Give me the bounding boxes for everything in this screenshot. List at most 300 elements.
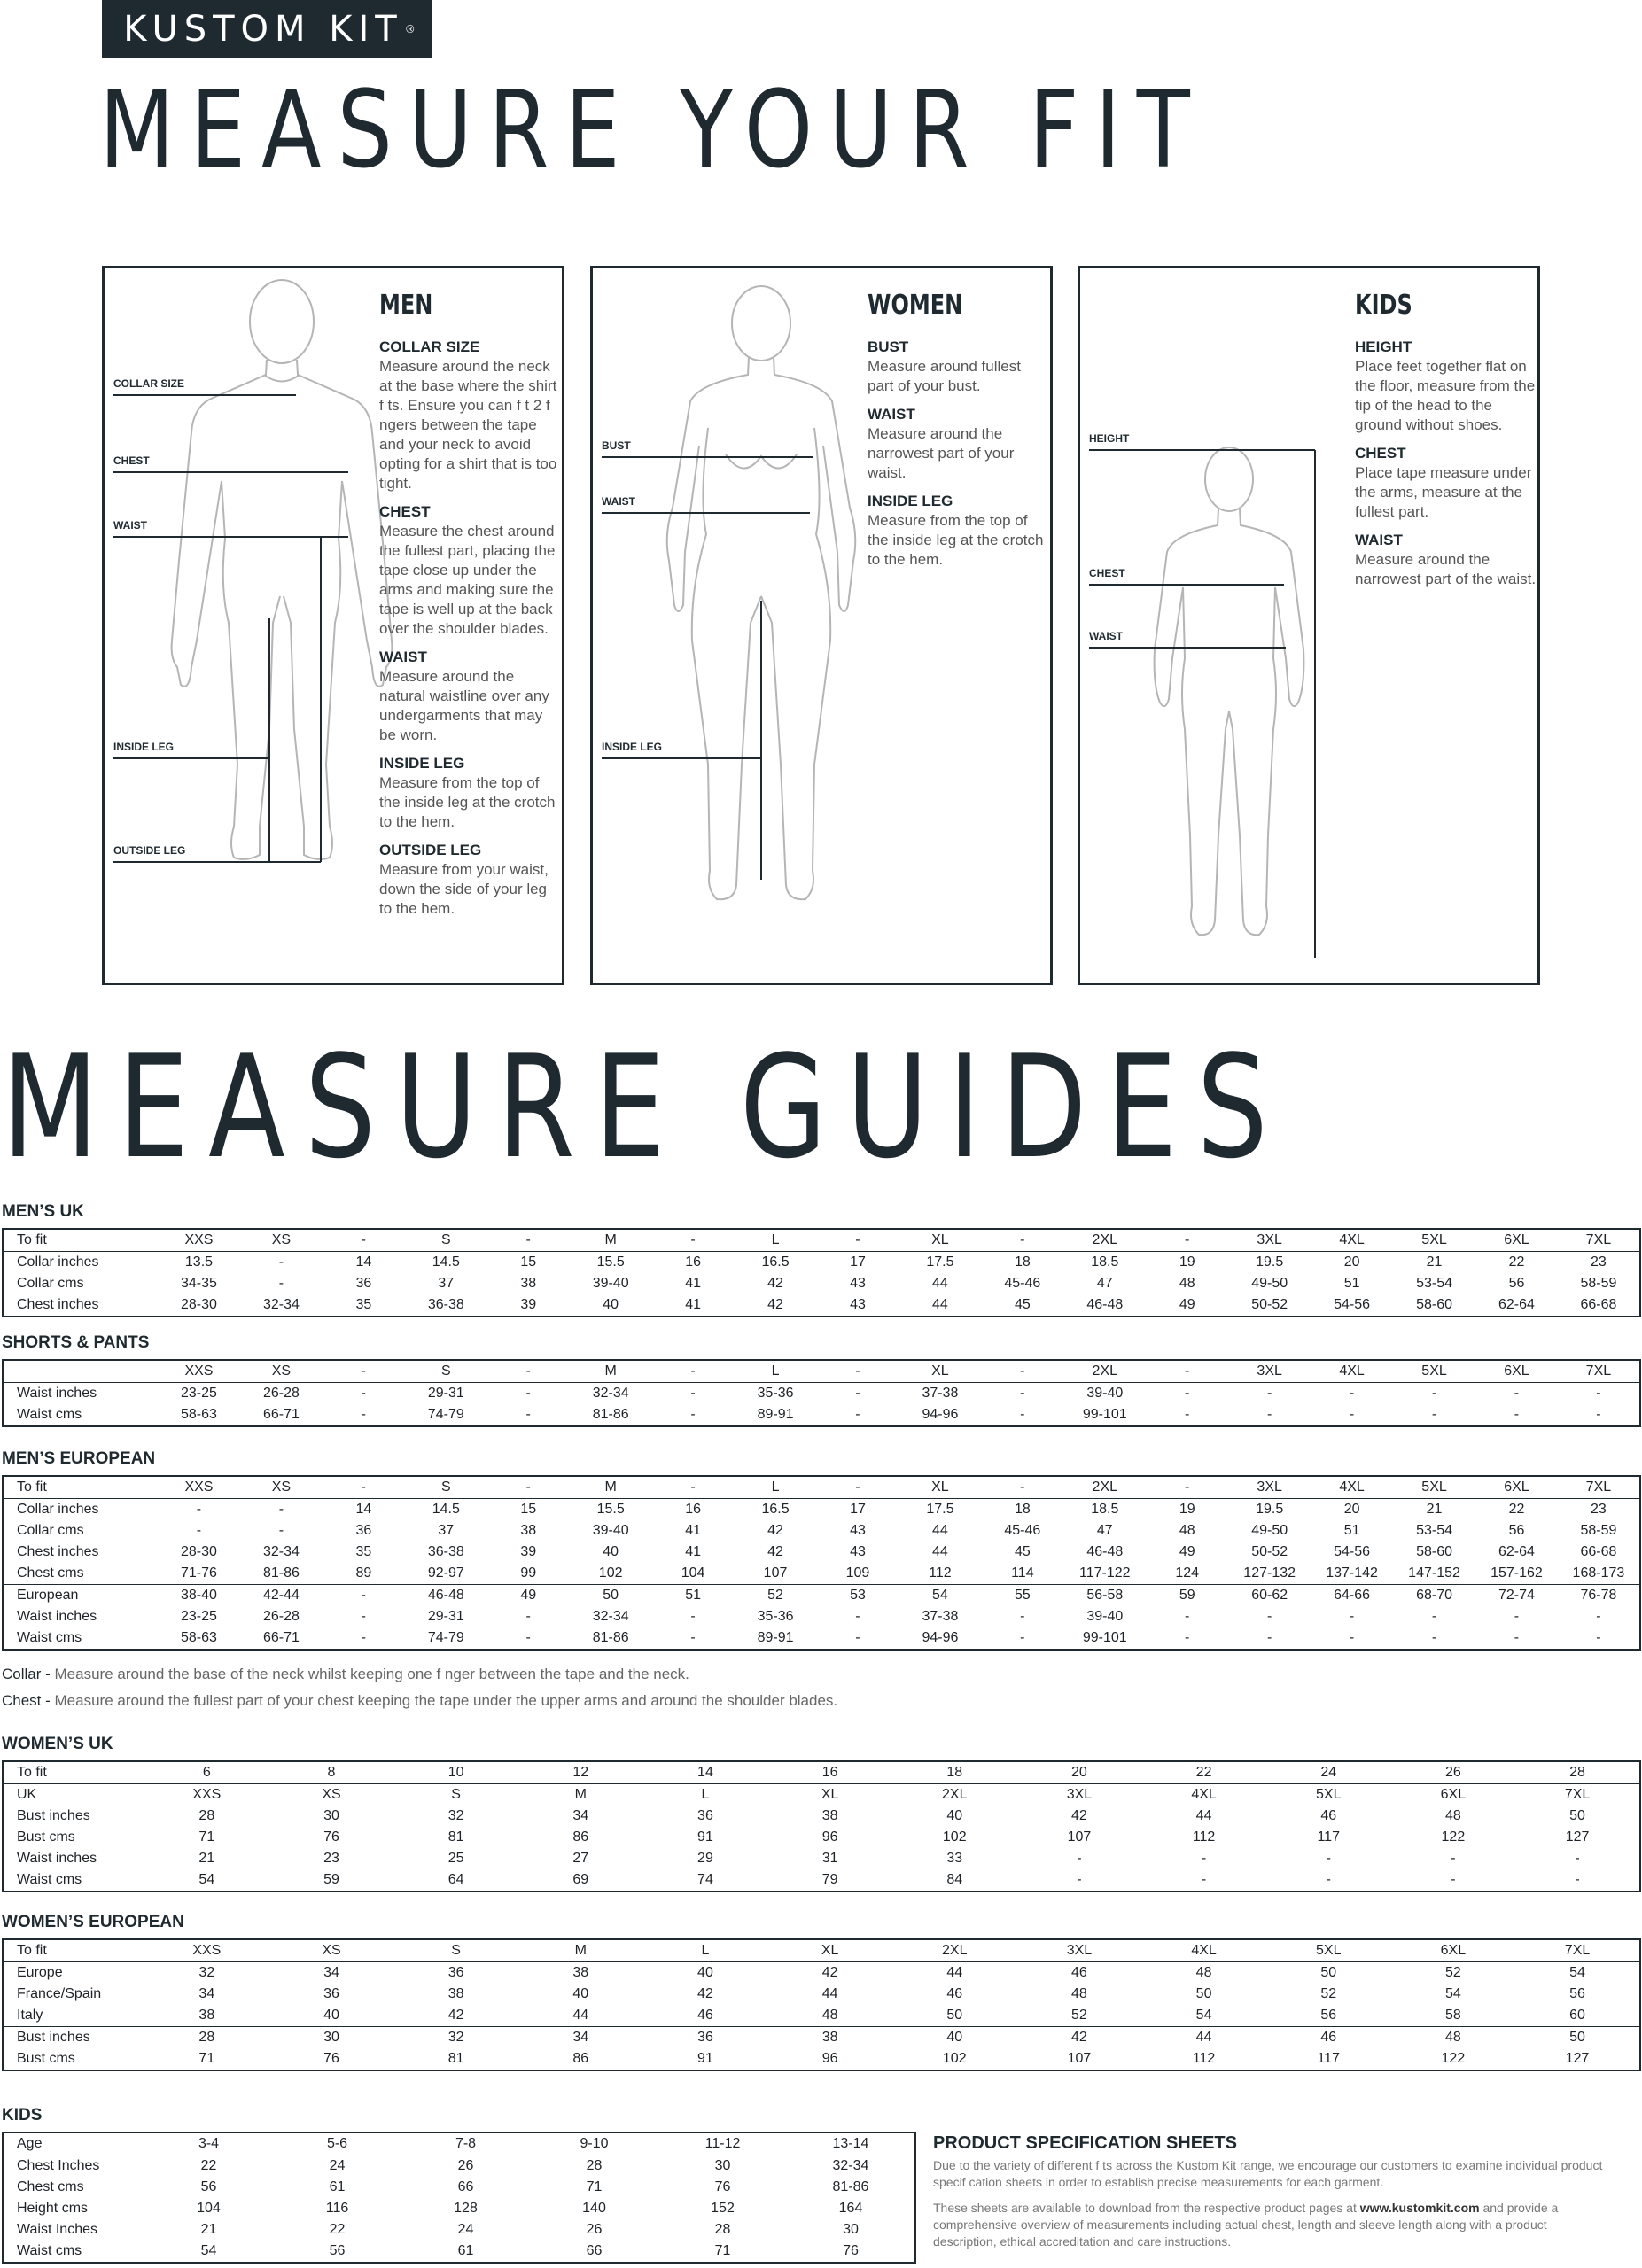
table-title: MEN’S UK bbox=[2, 1202, 84, 1221]
table-cell: 96 bbox=[821, 1829, 838, 1845]
row-label: Bust cms bbox=[17, 2051, 75, 2066]
table-cell: 7XL bbox=[1564, 1787, 1591, 1802]
table-cell: 76-78 bbox=[1580, 1588, 1617, 1603]
table-cell: 56 bbox=[1569, 1986, 1585, 2001]
table-cell: M bbox=[570, 1229, 652, 1252]
table-cell: 16.5 bbox=[761, 1502, 790, 1517]
table-cell: - bbox=[525, 1407, 531, 1422]
table-cell: 4XL bbox=[1311, 1360, 1393, 1383]
table-row bbox=[3, 1563, 1640, 1585]
table-cell: 19.5 bbox=[1256, 1254, 1284, 1270]
table-cell: 42 bbox=[767, 1544, 783, 1559]
table-cell: 28-30 bbox=[181, 1544, 217, 1559]
table-cell: 17 bbox=[850, 1254, 866, 1270]
table-cell: 52 bbox=[767, 1588, 783, 1603]
table-cell: 36 bbox=[447, 1965, 464, 1980]
table-cell: 5XL bbox=[1266, 1939, 1391, 1962]
table-cell: 55 bbox=[1014, 1588, 1031, 1603]
table-cell: 44 bbox=[932, 1276, 948, 1291]
table-cell: 44 bbox=[932, 1523, 948, 1538]
table-cell: 54 bbox=[1444, 1986, 1461, 2001]
table-cell: - bbox=[525, 1609, 531, 1624]
table-cell: 2XL bbox=[942, 1787, 968, 1802]
table-cell: 22 bbox=[1508, 1502, 1525, 1517]
table-cell: 35 bbox=[355, 1297, 372, 1312]
table-cell: S bbox=[405, 1360, 487, 1383]
table-cell: S bbox=[405, 1229, 487, 1252]
table-cell: 122 bbox=[1441, 2051, 1466, 2066]
table-cell: 45 bbox=[1014, 1297, 1031, 1312]
table-row bbox=[3, 1627, 1640, 1650]
table-cell: 38 bbox=[520, 1523, 537, 1538]
table-cell: 21 bbox=[1426, 1502, 1443, 1517]
table-cell: 37-38 bbox=[922, 1609, 959, 1624]
table-cell: 28-30 bbox=[181, 1297, 217, 1312]
table-cell: 38 bbox=[144, 2005, 269, 2027]
table-cell: - bbox=[1451, 1872, 1456, 1887]
table-cell: 26-28 bbox=[262, 1609, 300, 1624]
table-cell: 14 bbox=[355, 1254, 372, 1270]
table-cell: 114 bbox=[981, 1563, 1063, 1585]
table-cell: 30 bbox=[843, 2222, 859, 2237]
table-cell: - bbox=[1349, 1407, 1355, 1422]
table-cell: 44 bbox=[946, 1965, 963, 1980]
table-cell: 71-76 bbox=[158, 1563, 240, 1585]
table-cell: 41 bbox=[685, 1544, 701, 1559]
table-cell: - bbox=[323, 1476, 405, 1499]
table-cell: 32 bbox=[447, 2030, 464, 2045]
table-cell: 28 bbox=[198, 1808, 215, 1823]
row-label: To fit bbox=[3, 1476, 158, 1499]
table-cell: 89-91 bbox=[757, 1630, 794, 1645]
table-cell: 43 bbox=[850, 1297, 866, 1312]
table-cell: 19 bbox=[1179, 1502, 1195, 1517]
table-cell: 104 bbox=[197, 2201, 221, 2216]
women-panel bbox=[590, 266, 1053, 985]
table-cell: M bbox=[574, 1787, 587, 1802]
men-chest-text: Measure the chest around the fullest part, placing the tape close up under the arms and making sure the tape is well up at the back over the shoulder blades. bbox=[379, 523, 556, 637]
table-cell: 62-64 bbox=[1498, 1297, 1535, 1312]
table-cell: 71 bbox=[198, 1829, 215, 1845]
table-cell: 164 bbox=[838, 2201, 863, 2216]
table-cell: 15.5 bbox=[596, 1502, 625, 1517]
table-row bbox=[3, 1273, 1640, 1294]
table-cell: 3XL bbox=[1228, 1476, 1311, 1499]
table-cell: - bbox=[1451, 1851, 1456, 1866]
table-cell: 50 bbox=[1569, 1808, 1585, 1823]
table-cell: 137-142 bbox=[1311, 1563, 1393, 1585]
table-cell: 66-71 bbox=[262, 1407, 300, 1422]
table-cell: 71 bbox=[714, 2243, 731, 2258]
row-label: To fit bbox=[3, 1229, 158, 1252]
table-cell: 21 bbox=[1426, 1254, 1443, 1270]
table-cell: 48 bbox=[1179, 1523, 1195, 1538]
table-cell: 3XL bbox=[1228, 1360, 1311, 1383]
men-outside-leg-heading: OUTSIDE LEG bbox=[379, 842, 482, 858]
table-cell: 68-70 bbox=[1416, 1588, 1452, 1603]
table-cell: 51 bbox=[1343, 1276, 1360, 1291]
kustomkit-link[interactable]: www.kustomkit.com bbox=[1359, 2201, 1480, 2215]
kids-label-chest: CHEST bbox=[1089, 567, 1125, 579]
table-cell: 14.5 bbox=[432, 1254, 460, 1270]
table-cell: - bbox=[1020, 1386, 1025, 1401]
men-chest-heading: CHEST bbox=[379, 503, 431, 520]
men-label-inside-leg: INSIDE LEG bbox=[113, 741, 175, 753]
table-cell: 102 bbox=[570, 1563, 652, 1585]
row-label: Collar cms bbox=[17, 1523, 84, 1538]
table-cell: - bbox=[981, 1476, 1063, 1499]
table-title: WOMEN’S EUROPEAN bbox=[2, 1913, 184, 1931]
table-cell: 89 bbox=[323, 1563, 405, 1585]
table-cell: 39 bbox=[520, 1297, 537, 1312]
row-label bbox=[3, 1360, 158, 1383]
table-cell: 45 bbox=[1014, 1544, 1031, 1559]
table-cell: 25 bbox=[447, 1851, 464, 1866]
table-cell: 50 bbox=[1569, 2030, 1585, 2045]
table-cell: - bbox=[1201, 1851, 1207, 1866]
table-row bbox=[3, 1939, 1640, 1962]
kids-waist-text: Measure around the narrowest part of the waist. bbox=[1355, 551, 1537, 587]
table-cell: 30 bbox=[323, 2030, 339, 2045]
table-cell: 112 bbox=[1192, 2051, 1216, 2066]
table-cell: 40 bbox=[946, 2030, 963, 2045]
table-cell: S bbox=[405, 1476, 487, 1499]
table-cell: 16.5 bbox=[761, 1254, 790, 1270]
table-cell: 24 bbox=[457, 2222, 474, 2237]
table-cell: 15 bbox=[520, 1502, 537, 1517]
table-cell: 15 bbox=[520, 1254, 537, 1270]
table-row bbox=[3, 1848, 1640, 1869]
table-cell: 38 bbox=[520, 1276, 537, 1291]
table-row bbox=[3, 2005, 1640, 2027]
table-cell: 7XL bbox=[1558, 1360, 1640, 1383]
table-cell: 81 bbox=[447, 2051, 464, 2066]
table-cell: XL bbox=[821, 1787, 839, 1802]
table-cell: 46 bbox=[946, 1986, 963, 2001]
table-cell: 7XL bbox=[1558, 1476, 1640, 1499]
table-cell: 46 bbox=[1320, 2030, 1337, 2045]
women-label-bust: BUST bbox=[602, 439, 631, 452]
table-cell: 28 bbox=[714, 2222, 731, 2237]
table-cell: 64-66 bbox=[1334, 1588, 1371, 1603]
table-cell: 91 bbox=[697, 1829, 713, 1845]
table-cell: 43 bbox=[850, 1276, 866, 1291]
table-cell: - bbox=[487, 1229, 570, 1252]
table-cell: 17 bbox=[850, 1502, 866, 1517]
table-cell: - bbox=[690, 1630, 696, 1645]
table-cell: - bbox=[1326, 1872, 1331, 1887]
table-cell: - bbox=[1020, 1407, 1025, 1422]
table-cell: 24 bbox=[329, 2158, 346, 2173]
table-cell: 26 bbox=[586, 2222, 603, 2237]
table-cell: 24 bbox=[1266, 1761, 1391, 1784]
table-cell: 58-59 bbox=[1580, 1276, 1617, 1291]
table-cell: 35-36 bbox=[757, 1386, 794, 1401]
table-cell: 38 bbox=[821, 2030, 838, 2045]
table-cell: 21 bbox=[200, 2222, 217, 2237]
table-cell: 66 bbox=[586, 2243, 603, 2258]
table-cell: XXS bbox=[192, 1787, 222, 1802]
table-cell: 18.5 bbox=[1091, 1254, 1119, 1270]
table-cell: XS bbox=[322, 1787, 341, 1802]
table-row bbox=[3, 1229, 1640, 1252]
table-cell: 53 bbox=[850, 1588, 866, 1603]
table-row bbox=[3, 1606, 1640, 1627]
table-cell: 102 bbox=[942, 1829, 967, 1845]
table-title: KIDS bbox=[2, 2106, 43, 2124]
table-cell: 13-14 bbox=[787, 2132, 915, 2155]
table-cell: 53-54 bbox=[1416, 1523, 1452, 1538]
table-title: SHORTS & PANTS bbox=[2, 1333, 150, 1352]
table-cell: 42 bbox=[767, 1297, 783, 1312]
table-cell: - bbox=[525, 1386, 531, 1401]
table-cell: 13.5 bbox=[184, 1254, 214, 1270]
table-cell: 54 bbox=[932, 1588, 948, 1603]
table-row bbox=[3, 1806, 1640, 1827]
table-cell: 40 bbox=[697, 1965, 713, 1980]
table-title: MEN’S EUROPEAN bbox=[2, 1449, 156, 1468]
table-cell: - bbox=[1185, 1630, 1190, 1645]
table-cell: - bbox=[1349, 1386, 1355, 1401]
table-cell: 54 bbox=[1141, 2005, 1266, 2027]
table-cell: L bbox=[735, 1229, 817, 1252]
table-cell: - bbox=[278, 1276, 284, 1291]
table-cell: 44 bbox=[1195, 2030, 1212, 2045]
table-cell: 16 bbox=[685, 1502, 701, 1517]
men-inside-leg-text: Measure from the top of the inside leg at the crotch to the hem. bbox=[379, 774, 556, 830]
table-cell: - bbox=[652, 1476, 735, 1499]
table-cell: - bbox=[855, 1609, 860, 1624]
table-cell: - bbox=[361, 1609, 366, 1624]
table-cell: 66-68 bbox=[1580, 1297, 1617, 1312]
table-row bbox=[3, 2219, 915, 2241]
table-cell: 124 bbox=[1146, 1563, 1228, 1585]
table-cell: 42 bbox=[393, 2005, 518, 2027]
table-row bbox=[3, 1784, 1640, 1806]
size-table bbox=[2, 1938, 1641, 2071]
spec-paragraph-1: Due to the variety of different f ts across the Kustom Kit range, we encourage our customers to examine individual product specif cation sheets in order to establish precise measurements for each garment. bbox=[933, 2158, 1603, 2189]
table-row bbox=[3, 1542, 1640, 1563]
table-cell: 49 bbox=[1179, 1297, 1195, 1312]
table-cell: 34 bbox=[323, 1965, 339, 1980]
table-cell: 58 bbox=[1391, 2005, 1516, 2027]
table-cell: 152 bbox=[711, 2201, 735, 2216]
table-cell: 102 bbox=[942, 2051, 967, 2066]
table-cell: - bbox=[1431, 1386, 1437, 1401]
table-cell: 117 bbox=[1317, 2051, 1340, 2066]
table-cell: 127-132 bbox=[1228, 1563, 1311, 1585]
table-cell: 81-86 bbox=[240, 1563, 323, 1585]
table-cell: 29-31 bbox=[427, 1609, 464, 1624]
table-cell: 72-74 bbox=[1498, 1588, 1535, 1603]
table-cell: 39 bbox=[520, 1544, 537, 1559]
size-table bbox=[2, 1359, 1641, 1427]
table-row bbox=[3, 2198, 915, 2219]
table-cell: 30 bbox=[323, 1808, 339, 1823]
table-cell: XXS bbox=[158, 1229, 240, 1252]
table-cell: 91 bbox=[697, 2051, 713, 2066]
row-label: Chest inches bbox=[17, 1297, 99, 1312]
table-cell: L bbox=[643, 1939, 768, 1962]
kids-descriptions bbox=[1355, 338, 1537, 589]
row-label: Height cms bbox=[17, 2201, 89, 2216]
table-cell: 22 bbox=[1508, 1254, 1525, 1270]
chest-note-term: Chest - bbox=[2, 1692, 51, 1709]
table-cell: - bbox=[817, 1360, 899, 1383]
table-cell: 29-31 bbox=[427, 1386, 464, 1401]
table-cell: 58-60 bbox=[1416, 1544, 1452, 1559]
table-cell: 26-28 bbox=[262, 1386, 300, 1401]
table-cell: 112 bbox=[1192, 1829, 1216, 1845]
table-cell: 48 bbox=[767, 2005, 892, 2027]
table-cell: 74-79 bbox=[427, 1630, 464, 1645]
table-cell: 26 bbox=[457, 2158, 474, 2173]
table-cell: 47 bbox=[1096, 1523, 1113, 1538]
table-cell: - bbox=[487, 1360, 570, 1383]
table-cell: XS bbox=[269, 1939, 394, 1962]
table-cell: 3XL bbox=[1066, 1787, 1093, 1802]
table-cell: 32 bbox=[447, 1808, 464, 1823]
table-cell: 45-46 bbox=[1004, 1276, 1041, 1291]
table-row bbox=[3, 1984, 1640, 2005]
table-cell: 32-34 bbox=[832, 2158, 869, 2173]
table-cell: - bbox=[817, 1229, 899, 1252]
table-cell: - bbox=[278, 1502, 284, 1517]
women-inside-leg-heading: INSIDE LEG bbox=[868, 493, 953, 509]
table-cell: 56 bbox=[1508, 1523, 1525, 1538]
table-cell: 39-40 bbox=[592, 1523, 629, 1538]
table-cell: 71 bbox=[198, 2051, 215, 2066]
men-title: MEN bbox=[379, 290, 433, 321]
table-row bbox=[3, 2155, 915, 2178]
women-label-inside-leg: INSIDE LEG bbox=[602, 741, 663, 753]
table-cell: - bbox=[1266, 1407, 1272, 1422]
row-label: UK bbox=[17, 1787, 37, 1802]
table-cell: 52 bbox=[1444, 1965, 1461, 1980]
table-cell: 64 bbox=[447, 1872, 464, 1887]
table-cell: 81-86 bbox=[592, 1407, 629, 1422]
table-cell: 4XL bbox=[1311, 1476, 1393, 1499]
table-cell: 107 bbox=[1067, 1829, 1092, 1845]
spec-p2-after: and provide a comprehensive overview of measurements including actual chest, length and sleeve length along with a product description, ethical accreditation and care instructions. bbox=[933, 2201, 1559, 2249]
row-label: Collar cms bbox=[17, 1276, 84, 1291]
table-cell: - bbox=[1146, 1476, 1228, 1499]
table-cell: 52 bbox=[1017, 2005, 1142, 2027]
row-label: Waist inches bbox=[17, 1609, 97, 1624]
table-cell: - bbox=[1596, 1407, 1601, 1422]
row-label: Bust inches bbox=[17, 2030, 90, 2045]
table-cell: 128 bbox=[454, 2201, 478, 2216]
table-cell: 6 bbox=[144, 1761, 269, 1784]
table-cell: 147-152 bbox=[1393, 1563, 1475, 1585]
table-cell: 23 bbox=[1591, 1254, 1607, 1270]
table-cell: 4XL bbox=[1141, 1939, 1266, 1962]
table-cell: 32-34 bbox=[592, 1386, 629, 1401]
table-cell: 56 bbox=[329, 2243, 346, 2258]
table-cell: 6XL bbox=[1475, 1229, 1558, 1252]
row-label: Waist cms bbox=[17, 1407, 82, 1422]
table-cell: - bbox=[1201, 1872, 1207, 1887]
registered-mark: ® bbox=[404, 23, 416, 35]
table-cell: 94-96 bbox=[922, 1630, 959, 1645]
table-cell: - bbox=[323, 1360, 405, 1383]
table-cell: 3-4 bbox=[144, 2132, 273, 2155]
table-cell: 36-38 bbox=[427, 1297, 464, 1312]
size-table bbox=[2, 1760, 1641, 1892]
kids-title: KIDS bbox=[1355, 290, 1412, 321]
table-row bbox=[3, 2241, 915, 2263]
table-cell: - bbox=[1596, 1609, 1601, 1624]
table-cell: 58-60 bbox=[1416, 1297, 1452, 1312]
table-cell: 94-96 bbox=[922, 1407, 959, 1422]
table-cell: 48 bbox=[1179, 1276, 1195, 1291]
table-cell: - bbox=[1349, 1609, 1355, 1624]
table-cell: 20 bbox=[1017, 1761, 1142, 1784]
table-cell: 32-34 bbox=[262, 1544, 300, 1559]
women-waist-text: Measure around the narrowest part of your waist. bbox=[868, 425, 1015, 481]
men-collar-heading: COLLAR SIZE bbox=[379, 338, 480, 355]
table-cell: 107 bbox=[735, 1563, 817, 1585]
kids-height-text: Place feet together flat on the floor, measure from the tip of the head to the ground without shoes. bbox=[1355, 358, 1536, 433]
size-table bbox=[2, 1475, 1641, 1651]
table-cell: 41 bbox=[685, 1297, 701, 1312]
table-cell: 7XL bbox=[1515, 1939, 1640, 1962]
table-cell: 18.5 bbox=[1091, 1502, 1119, 1517]
table-cell: 45-46 bbox=[1004, 1523, 1041, 1538]
table-cell: 53-54 bbox=[1416, 1276, 1452, 1291]
table-cell: - bbox=[361, 1630, 366, 1645]
table-cell: 34 bbox=[572, 2030, 589, 2045]
row-label: Waist cms bbox=[17, 1630, 82, 1645]
table-cell: 8 bbox=[269, 1761, 394, 1784]
table-row bbox=[3, 1827, 1640, 1848]
table-cell: 28 bbox=[1515, 1761, 1640, 1784]
table-cell: 22 bbox=[200, 2158, 217, 2173]
table-cell: 32-34 bbox=[262, 1297, 300, 1312]
table-cell: 6XL bbox=[1475, 1476, 1558, 1499]
row-label: Italy bbox=[3, 2005, 144, 2027]
table-cell: 35-36 bbox=[757, 1609, 794, 1624]
table-cell: XXS bbox=[158, 1360, 240, 1383]
logo-text: KUSTOM KIT bbox=[123, 9, 403, 50]
table-cell: 59 bbox=[323, 1872, 339, 1887]
table-cell: - bbox=[196, 1523, 202, 1538]
table-cell: 109 bbox=[817, 1563, 899, 1585]
table-cell: 96 bbox=[821, 2051, 838, 2066]
table-row bbox=[3, 1252, 1640, 1274]
table-cell: 6XL bbox=[1391, 1939, 1516, 1962]
table-row bbox=[3, 1383, 1640, 1405]
table-cell: 69 bbox=[572, 1872, 589, 1887]
row-label: Waist cms bbox=[17, 1872, 82, 1887]
table-cell: 38 bbox=[572, 1965, 589, 1980]
table-cell: - bbox=[1266, 1609, 1272, 1624]
row-label: Chest cms bbox=[17, 2179, 84, 2194]
table-cell: 58-59 bbox=[1580, 1523, 1617, 1538]
table-cell: 54-56 bbox=[1334, 1297, 1371, 1312]
table-cell: 117-122 bbox=[1063, 1563, 1146, 1585]
table-cell: 49-50 bbox=[1251, 1276, 1288, 1291]
kustom-kit-logo[interactable] bbox=[102, 0, 432, 58]
table-cell: 61 bbox=[329, 2179, 346, 2194]
table-cell: - bbox=[1514, 1407, 1520, 1422]
table-cell: 48 bbox=[1195, 1965, 1212, 1980]
table-cell: XXS bbox=[158, 1476, 240, 1499]
table-cell: 46-48 bbox=[427, 1588, 464, 1603]
table-row bbox=[3, 1520, 1640, 1542]
row-label: Collar inches bbox=[17, 1502, 99, 1517]
table-cell: - bbox=[855, 1386, 860, 1401]
